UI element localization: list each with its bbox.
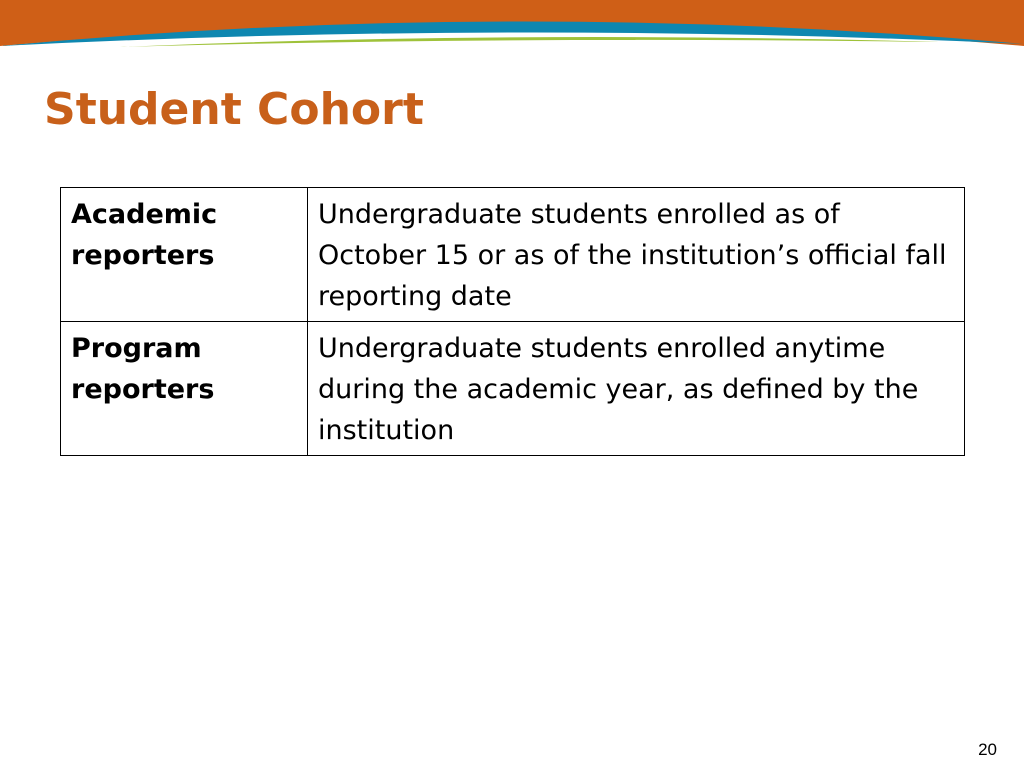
term-cell: Academic reporters — [61, 188, 308, 322]
header-decoration — [0, 0, 1024, 60]
definition-cell: Undergraduate students enrolled as of October 15 or as of the institution’s official fall reporting date — [308, 188, 965, 322]
slide-title: Student Cohort — [44, 84, 424, 135]
term-cell: Program reporters — [61, 322, 308, 456]
table-row — [61, 188, 965, 322]
definition-cell: Undergraduate students enrolled anytime during the academic year, as defined by the institution — [308, 322, 965, 456]
table-row — [61, 322, 965, 456]
page-number: 20 — [978, 740, 997, 759]
cohort-definition-table — [60, 187, 965, 456]
